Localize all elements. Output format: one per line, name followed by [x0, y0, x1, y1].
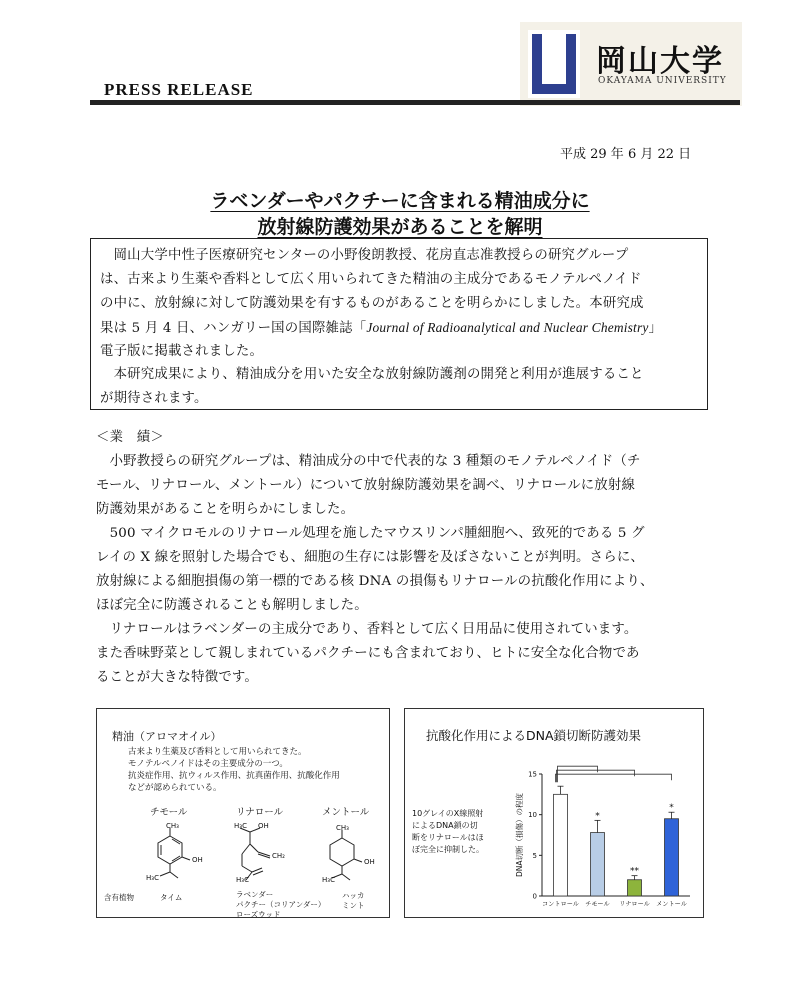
atom-label: OH [192, 856, 203, 864]
headline-line-1: ラベンダーやパクチーに含まれる精油成分に [210, 190, 590, 212]
journal-name: Journal of Radioanalytical and Nuclear Chemistry [366, 320, 649, 335]
section-heading: ＜業 績＞ [96, 430, 164, 445]
chart-annotation: 10グレイのX線照射 [412, 809, 484, 818]
x-tick-label: チモール [585, 901, 610, 908]
y-axis-label: DNA切断（損傷）の程度 [515, 792, 524, 878]
atom-label: H₃C [322, 876, 335, 884]
plant-name: ミント [342, 901, 365, 910]
summary-line: 本研究成果により、精油成分を用いた安全な放射線防護剤の開発と利用が進展すること [100, 367, 644, 382]
university-emblem-icon [528, 30, 580, 98]
figure1-desc: 抗炎症作用、抗ウィルス作用、抗真菌作用、抗酸化作用 [128, 771, 340, 781]
compound-linalool-label: リナロール [236, 807, 284, 818]
x-tick-label: コントロール [541, 901, 580, 908]
chart-title: 抗酸化作用によるDNA鎖切断防護効果 [426, 728, 642, 743]
atom-label: CH₂ [272, 852, 285, 860]
body-line: 500 マイクロモルのリナロール処理を施したマウスリンパ腫細胞へ、致死的である 5 グ [96, 526, 645, 541]
header-rule [90, 100, 740, 105]
significance-marker: ** [630, 866, 639, 877]
university-name-en: OKAYAMA UNIVERSITY [598, 76, 727, 86]
body-line: リナロールはラベンダーの主成分であり、香料として広く日用品に使用されています。 [96, 622, 638, 637]
body-line: ることが大きな特徴です。 [96, 670, 259, 685]
atom-label: CH₃ [166, 822, 179, 830]
body-line: レイの X 線を照射した場合でも、細胞の生存には影響を及ぼさないことが判明。さらに、 [96, 550, 645, 565]
y-tick-label: 10 [528, 811, 537, 820]
significance-marker: * [595, 811, 600, 822]
press-release-label: PRESS RELEASE [104, 80, 254, 99]
summary-line: 電子版に掲載されました。 [100, 344, 264, 359]
y-tick-label: 0 [532, 892, 537, 901]
compound-menthol-label: メントール [322, 807, 370, 818]
plant-name: パクチー（コリアンダー） [236, 900, 326, 909]
chart-annotation: ぼ完全に抑制した。 [412, 845, 484, 854]
bar [591, 833, 605, 896]
summary-line: の中に、放射線に対して防護効果を有するものがあることを明らかにしました。本研究成 [100, 296, 644, 311]
bar [665, 819, 679, 896]
significance-marker: * [669, 803, 674, 814]
comparison-bracket [556, 774, 672, 782]
headline-line-2: 放射線防護効果があることを解明 [257, 216, 543, 238]
plant-name: タイム [160, 893, 183, 902]
thymol-structure [158, 828, 190, 878]
body-line: 小野教授らの研究グループは、精油成分の中で代表的な 3 種類のモノテルペノイド（チ [96, 454, 641, 469]
release-date: 平成 29 年 6 月 22 日 [560, 147, 692, 162]
atom-label: H₃C [236, 876, 249, 884]
y-tick-label: 15 [528, 770, 537, 779]
body-line: また香味野菜として親しまれているパクチーにも含まれており、ヒトに安全な化合物であ [96, 646, 640, 661]
figure1-desc: 古来より生薬及び香料として用いられてきた。 [128, 747, 307, 757]
university-name-ja: 岡山大学 [596, 44, 724, 79]
y-tick-label: 5 [532, 851, 537, 860]
bar-chart [500, 760, 700, 910]
atom-label: CH₃ [336, 824, 349, 832]
atom-label: OH [364, 858, 375, 866]
body-line: ほぼ完全に防護されることも解明しました。 [96, 598, 368, 613]
x-tick-label: メントール [656, 901, 687, 908]
figure1-desc: モノテルペノイドはその主要成分の一つ。 [128, 759, 288, 769]
body-line: 放射線による細胞損傷の第一標的である核 DNA の損傷もリナロールの抗酸化作用により、 [96, 574, 654, 589]
plant-name: ハッカ [342, 891, 365, 900]
chart-annotation: によるDNA鎖の切 [412, 821, 478, 830]
atom-label: H₃C [234, 822, 247, 830]
summary-line: が期待されます。 [100, 391, 208, 406]
menthol-structure [330, 830, 362, 880]
chart-annotation: 断をリナロールはほ [412, 833, 484, 842]
body-line: モール、リナロール、メントール）について放射線防護効果を調べ、リナロールに放射線 [96, 478, 636, 493]
figure1-desc: などが認められている。 [128, 783, 222, 793]
bar [554, 794, 568, 896]
compound-thymol-label: チモール [150, 807, 188, 818]
atom-label: H₃C [146, 874, 159, 882]
plant-name: ローズウッド [236, 910, 281, 919]
atom-label: OH [258, 822, 269, 830]
plant-name: ラベンダー [236, 890, 274, 899]
source-plants-label: 含有植物 [104, 893, 134, 902]
summary-line: は、古来より生薬や香料として広く用いられてきた精油の主成分であるモノテルペノイド [100, 272, 642, 287]
linalool-structure [240, 828, 270, 880]
summary-line: 果は 5 月 4 日、ハンガリー国の国際雑誌「Journal of Radioanalytical and Nuclear Chemistry」 [100, 320, 663, 336]
figure1-title: 精油（アロマオイル） [112, 730, 222, 743]
bar [628, 880, 642, 896]
comparison-bracket [557, 770, 635, 782]
body-line: 防護効果があることを明らかにしました。 [96, 502, 355, 517]
summary-line: 岡山大学中性子医療研究センターの小野俊朗教授、花房直志准教授らの研究グループ [100, 248, 629, 263]
x-tick-label: リナロール [619, 901, 650, 908]
